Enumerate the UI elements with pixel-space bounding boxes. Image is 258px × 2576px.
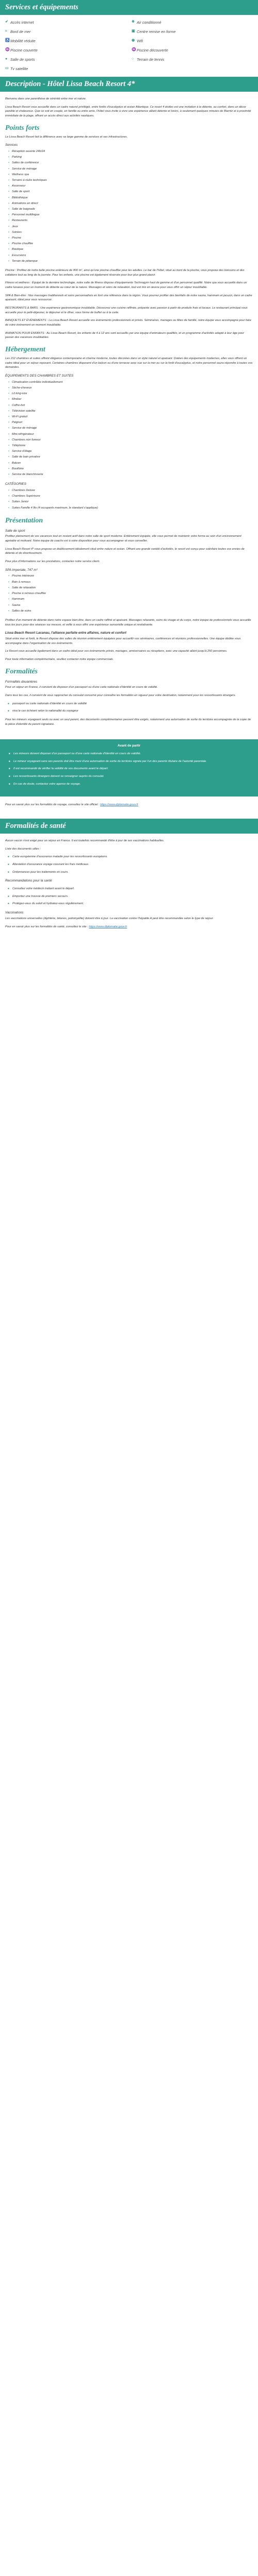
points-forts-item: • Service de ménage [8,166,253,172]
more-paragraph: Le Resort vous accueille également dans un cadre idéal pour vos événements privés, mariages, anniversaires ou réceptions, avec une capacité allant jusqu'à 250 personnes. [5,650,228,653]
travel-item: ■ Il est recommandé de vérifier la validité de vos documents avant le départ. [13,767,252,771]
points-forts-item: • Excursions [8,253,253,259]
recommandations-list [5,887,253,906]
points-forts-item: • Salle de sport [8,189,253,195]
spa-item: • Bain à remous [8,580,253,585]
category-item: • Chambres Deluxe [8,488,253,494]
waves-icon: ≈ [5,29,7,33]
presentation-paragraphs [5,534,253,564]
formalites-title: Formalités [5,667,38,675]
categories-list [5,488,253,511]
travel-item: ■ En cas de doute, contactez votre agence de voyage. [13,782,252,787]
more-paragraphs [5,637,253,662]
points-forts-paragraph: RESTAURANTS & BARS : Une expérience gastronomique inoubliable. Découvrez une cuisine raffinée, préparée avec passion à partir de produits frais et locaux. Le restaurant principal vous accueille pour le petit-déjeuner, le déjeuner et le dîner, sous forme de buffet ou à la carte. [5,307,248,314]
category-item: • Suites Junior [8,499,253,505]
categories-label: CATÉGORIES [5,482,26,486]
formalites-final: Pour les mineurs voyageant seuls ou avec un seul parent, des documents complémentaires peuvent être exigés, notamment une autorisation de sortie du territoire accompagnée de la copie de la pièce d'identité du parent signataire. [5,718,251,726]
travel-footer [5,803,253,807]
spa-item: • Piscine à remous chauffée [8,591,253,597]
travel-info-box [0,739,258,796]
formalites-bullet: ■ visa le cas échéant selon la nationalité du voyageur [12,709,253,714]
service-item [132,47,253,53]
category-item: • Suites Famille 4 lits (4 occupants maximum, le standard s'applique) [8,505,253,511]
travel-footer-text: Pour en savoir plus sur les formalités de voyage, consultez le site officiel : [5,803,100,807]
equipement-item: • Service de blanchisserie [8,472,253,478]
formalites-label: Formalités douanières [5,680,38,684]
pool-icon: ♒ [132,48,136,52]
points-forts-item: • Restaurants [8,218,253,224]
points-forts-item: • Personnel multilingue [8,212,253,218]
sante-bullets [5,855,253,874]
equipement-item: • Bouilloire [8,466,253,472]
description-header: Description - Hôtel Lissa Beach Resort 4* [0,77,258,92]
equipement-item: • Minibar [8,397,253,402]
service-item [132,29,253,35]
points-forts-list [5,149,253,264]
spa-list [5,573,253,614]
hebergement-title: Hébergement [5,345,45,353]
tennis-icon: ○ [132,57,134,61]
vaccins-text: Les vaccinations universelles (diphtérie, tétanos, poliomyélite) doivent être à jour. La vaccination contre l'hépatite A peut être recommandée selon le type de séjour. [5,917,214,920]
points-forts-paragraph: Piscine : Profitez de notre belle piscine extérieure de 800 m², ainsi qu'une piscine chauffée pour les adultes. Le bar de l'hôtel, situé au bord de la piscine, vous propose des boissons et des collations tout au long de la journée. Pour les enfants, une piscine est également réservée pour leur plus grand plaisir. [5,269,245,277]
category-item: • Chambres Supérieure [8,494,253,499]
service-label: Bord de mer [10,29,31,34]
service-label: Wifi [137,38,143,43]
formalites-bullets [5,702,253,714]
travel-item: ■ Les ressortissants étrangers doivent se renseigner auprès du consulat. [13,774,252,779]
travel-box-title: Avant de partir [117,744,141,748]
tv-icon: ▭ [5,66,9,71]
points-forts-item: • Wellness spa [8,172,253,178]
points-forts-item: • Réception ouverte 24h/24 [8,149,253,155]
wifi-icon: ◉ [132,39,135,43]
points-forts-item: • Parking [8,155,253,160]
service-item [5,57,126,62]
more-label: Lissa Beach Resort Lacanau, l'alliance parfaite entre affaires, nature et confort [5,631,126,635]
equipement-item: • Coffre-fort [8,403,253,409]
sante-footer-link[interactable]: https://www.diplomatie.gouv.fr [89,925,127,929]
sante-section [0,834,258,941]
points-forts-item: • Ascenseur [8,183,253,189]
spa-item: • Piscine intérieure [8,573,253,579]
travel-footer-section [0,796,258,819]
presentation-paragraph: Pour plus d'informations sur les prestations, contactez notre service client. [5,560,100,564]
equipement-item: • Mini-réfrigérateur [8,432,253,437]
presentation-title: Présentation [5,516,43,524]
equipement-item: • Climatisation contrôlée individuellement [8,380,253,385]
equipement-item: • Wi-Fi gratuit [8,414,253,420]
page-root [0,0,258,972]
sante-footer [5,925,253,929]
recommandation-item: ■ Protégez-vous du soleil et hydratez-vous régulièrement. [12,902,253,906]
points-forts-item: • Terrains à clubs techniques [8,178,253,183]
service-label: Mobilité réduite [10,38,36,43]
travel-item: ■ Le mineur voyageant sans ses parents doit être muni d'une autorisation de sortie du territoire signée par l'un des parents titulaire de l'autorité parentale. [13,759,252,764]
service-item [132,38,253,44]
points-forts-item: • Piscine chauffée [8,241,253,247]
equipement-item: • Service d'étage [8,449,253,454]
service-item [5,66,126,72]
points-forts-item: • Salles de conférence [8,160,253,166]
service-label: Air conditionné [137,20,162,25]
services-header: Services et équipements [0,0,258,15]
service-label: Terrain de tennis [137,57,165,62]
recommandations-label: Recommandations pour la santé [5,879,52,883]
spa-item: • Salles de soins [8,608,253,614]
sante-text-2: Liste des documents utiles : [5,847,41,851]
description-section [0,92,258,737]
sante-footer-text: Pour en savoir plus sur les formalités de santé, consultez le site : [5,925,88,929]
points-forts-item: • Terrain de pétanque [8,259,253,264]
sante-bullet: ■ Ordonnances pour les traitements en cours. [12,870,253,875]
hebergement-intro: Les 212 chambres et suites offrent élégance contemporaine et charme moderne, toutes décorées dans un style naturel et apaisant. Dotées des équipements modernes, elles vous offrent un cadre idéal pour un séjour reposant. Certaines chambres disposent d'un balcon ou d'une terrasse avec vue sur la mer ou sur la forêt d'eucalyptus, et notre personnel saura répondre à toutes vos demandes. [5,357,253,369]
equipement-item: • Salle de bain privative [8,454,253,460]
service-label: Accès internet [10,20,34,25]
services-grid [5,20,253,72]
recommandation-item: ■ Emportez une trousse de premiers secours. [12,894,253,899]
sante-bullet: ■ Carte européenne d'assurance maladie pour les ressortissants européens. [12,855,253,859]
points-forts-item: • Piscine [8,235,253,241]
points-forts-item: • Bibliothèque [8,195,253,201]
travel-item: ■ Les mineurs doivent disposer d'un passeport ou d'une carte nationale d'identité en cours de validité. [13,752,252,756]
recommandation-item: ■ Consultez votre médecin traitant avant le départ. [12,887,253,891]
service-item [5,20,126,25]
wheelchair-icon: ♿ [5,39,10,43]
service-label: Piscine découverte [137,47,168,53]
services-block [0,15,258,77]
equipement-item: • Lit king-size [8,391,253,397]
points-forts-item: • Jeux [8,224,253,230]
more-paragraph: Pour toute information complémentaire, veuillez contacter notre équipe commerciale. [5,657,114,661]
more-paragraph: Situé entre mer et forêt, le Resort dispose des salles de réunion entièrement équipées pour accueillir vos séminaires, conférences et réunions professionnelles. Une équipe dédiée vous accompagne dans l'organisation de vos événements. [5,637,241,645]
points-forts-services-label: Services [5,143,18,147]
snowflake-icon: ❄ [132,20,135,24]
vaccins-label: Vaccinations [5,910,24,914]
points-forts-item: • Soirées [8,230,253,235]
description-lead: Bienvenu dans une parenthèse de sérénité entre mer et nature. [5,97,87,100]
presentation-paragraph: Lissa Beach Resort 4* vous propose un établissement idéalement situé entre nature et océan. Offrant une grande variété d'activités, le resort est conçu pour satisfaire toutes vos envies de détente et de divertissement. [5,547,245,555]
equipements-label: ÉQUIPEMENTS DES CHAMBRES ET SUITES [5,374,74,378]
service-item [132,20,253,25]
points-forts-item: • Salle de baignade [8,207,253,212]
service-item [5,38,126,44]
points-forts-paragraph: SPA & Bien-être : Nos massages traditionnels et soins personnalisés en font une référence dans la région. Vous pourrez profiter des bienfaits de notre sauna, hammam et jacuzzi, dans un cadre apaisant, idéal pour vous ressourcer. [5,294,252,302]
points-forts-paragraph: BANQUETS ET ÉVÉNEMENTS : Le Lissa Beach Resort accueille vos événements professionnels et privés. Séminaires, mariages ou fêtes de famille, notre équipe vous accompagne pour faire de votre événement un moment inoubliable. [5,319,251,327]
equipement-item: • Sèche-cheveux [8,385,253,391]
building-icon: ▣ [132,29,135,33]
sante-header: Formalités de santé [0,819,258,834]
service-label: Piscine couverte [10,47,38,53]
points-forts-paragraph: Fitness et wellness : Équipé de la dernière technologie, notre salle de fitness dispose d'équipements Technogym haut de gamme et d'un personnel qualifié. Notre spa vous accueille dans un cadre luxueux pour un moment de détente au cœur de la nature. Massages et soins de relaxation, tout est mis en œuvre pour vous offrir un séjour inoubliable. [5,281,247,290]
presentation-label: Salle de sport [5,529,25,533]
service-item [132,57,253,62]
equipement-item: • Téléphone [8,443,253,449]
points-forts-paragraphs [5,268,253,340]
spa-item: • Sauna [8,603,253,608]
points-forts-title: Points forts [5,124,40,132]
equipement-item: • Balcon [8,461,253,466]
sport-icon: ● [5,57,8,61]
sante-text-1: Aucun vaccin n'est exigé pour un séjour en France. Il est toutefois recommandé d'être à jour de ses vaccinations habituelles. [5,839,165,842]
spa-text: Profitez d'un moment de détente dans notre espace bien-être, dans un cadre raffiné et apaisant. Massages relaxants, soins du visage et du corps, notre équipe de professionnels vous accueille tous les jours pour des séances sur mesure, et veille à vous offrir une expérience sensorielle unique et revitalisante. [5,618,251,626]
formalites-text-1: Pour un séjour en France, il convient de disposer d'un passeport ou d'une carte nationale d'identité en cours de validité. [5,686,158,689]
pool-icon: ♒ [5,48,10,52]
service-item [5,29,126,35]
equipements-list [5,380,253,478]
service-label: Tv satellite [10,66,28,71]
service-label: Salle de sports [10,57,35,62]
service-label: Centre remise en forme [137,29,176,34]
formalites-bullet: ■ passeport ou carte nationale d'identité en cours de validité [12,702,253,706]
travel-footer-link[interactable]: https://www.diplomatie.gouv.fr [100,803,138,807]
sante-bullet: ■ Attestation d'assurance voyage couvrant les frais médicaux. [12,862,253,867]
service-item [5,47,126,53]
equipement-item: • Télévision satellite [8,409,253,414]
formalites-text-2: Dans tous les cas, il convient de vous rapprocher du consulat concerné pour connaître les formalités en vigueur pour votre destination, notamment pour les ressortissants étrangers. [5,694,236,697]
spa-item: • Salle de relaxation [8,585,253,591]
equipement-item: • Peignoir [8,420,253,426]
check-icon: ✔ [5,20,8,24]
equipement-item: • Service de ménage [8,426,253,431]
spa-item: • Hammam [8,597,253,602]
points-forts-item: • Boutique [8,247,253,252]
points-forts-paragraph: ANIMATION POUR ENFANTS : Au Lissa Beach Resort, les enfants de 4 à 12 ans sont accueillis par une équipe d'animateurs qualifiés, et un programme d'activités adapté à leur âge pour passer des vacances inoubliables. [5,331,244,340]
spa-label: SPA Imperiale, 747 m² [5,568,38,572]
description-text: Lissa Beach Resort vous accueille dans un cadre naturel privilégié, entre forêts d'eucalyptus et océan Atlantique. Ce resort 4 étoiles est une invitation à la détente, au confort, dans un décor paisible et chaleureux. Que ce soit en couple, en famille ou entre amis, l'hôtel vous invite à vivre une expérience alliant détente et loisirs, à seulement quelques minutes de Biarritz et à proximité immédiate de la plage, offrant un accès direct aux activités nautiques. [5,105,251,117]
points-forts-item: • Animations en direct [8,201,253,207]
presentation-paragraph: Profitez pleinement de vos vacances tout en restant actif dans notre salle de sport moderne. Entièrement équipée, elle vous permet de maintenir votre forme au sein d'un environnement agréable et motivant. Notre équipe de coachs est à votre disposition pour vous accompagner et vous conseiller. [5,535,241,543]
equipement-item: • Chambres non fumeur [8,437,253,443]
travel-box-list [6,752,252,786]
points-forts-intro: Le Lissa Beach Resort fait la différence avec sa large gamme de services et ses infrastructures. [5,135,128,139]
